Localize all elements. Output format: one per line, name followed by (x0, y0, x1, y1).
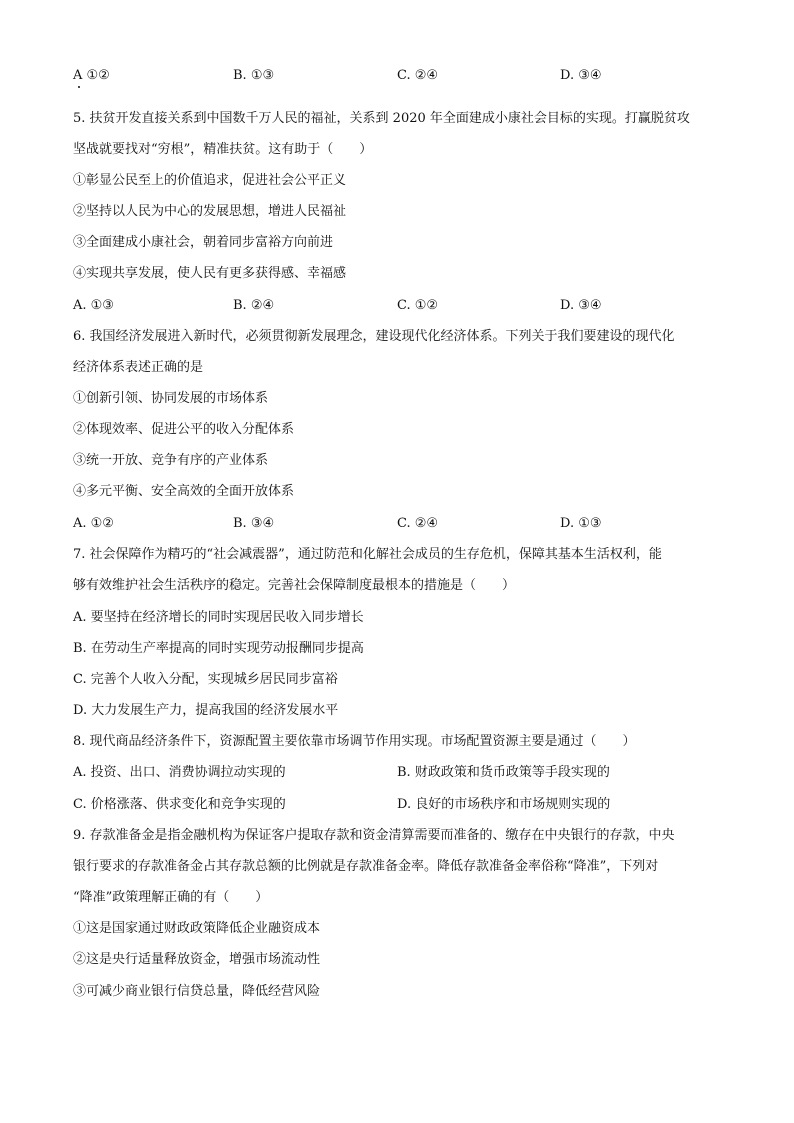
q9-statement-1: ①这是国家通过财政政策降低企业融资成本 (73, 921, 321, 936)
q4-option-c: C. ②④ (397, 68, 439, 83)
q5-stem-line-1: 5. 扶贫开发直接关系到中国数千万人民的福祉，关系到 2020 年全面建成小康社会目标的实现。打赢脱贫攻 (73, 111, 690, 126)
q6-option-a: A. ①② (73, 516, 114, 531)
q7-stem-line-2: 够有效维护社会生活秩序的稳定。完善社会保障制度最根本的措施是（ ） (73, 578, 516, 593)
q6-option-b: B. ③④ (233, 516, 275, 531)
q5-option-d: D. ③④ (560, 298, 602, 313)
q6-option-d: D. ①③ (560, 516, 602, 531)
q8-option-d: D. 良好的市场秩序和市场规则实现的 (397, 797, 611, 812)
stray-dot (78, 86, 80, 88)
q5-statement-3: ③全面建成小康社会，朝着同步富裕方向前进 (73, 235, 334, 250)
q6-statement-3: ③统一开放、竞争有序的产业体系 (73, 453, 269, 468)
q5-option-c: C. ①② (397, 298, 439, 313)
q8-option-a: A. 投资、出口、消费协调拉动实现的 (73, 765, 286, 780)
q6-statement-2: ②体现效率、促进公平的收入分配体系 (73, 422, 295, 437)
q9-stem-line-2: 银行要求的存款准备金占其存款总额的比例就是存款准备金率。降低存款准备金率俗称“降准”，下列对 (73, 859, 659, 874)
q7-option-b: B. 在劳动生产率提高的同时实现劳动报酬同步提高 (73, 641, 364, 656)
q9-stem-line-3: “降准”政策理解正确的有（ ） (73, 890, 269, 905)
q5-stem-line-2: 坚战就要找对“穷根”，精准扶贫。这有助于（ ） (73, 142, 373, 157)
q5-statement-2: ②坚持以人民为中心的发展思想，增进人民福祉 (73, 204, 347, 219)
q6-option-c: C. ②④ (397, 516, 439, 531)
q4-option-b: B. ①③ (233, 68, 275, 83)
q7-option-c: C. 完善个人收入分配，实现城乡居民同步富裕 (73, 672, 338, 687)
q7-option-a: A. 要坚持在经济增长的同时实现居民收入同步增长 (73, 610, 364, 625)
q5-option-b: B. ②④ (233, 298, 275, 313)
q9-statement-3: ③可减少商业银行信贷总量，降低经营风险 (73, 984, 321, 999)
q9-statement-2: ②这是央行适量释放资金，增强市场流动性 (73, 952, 321, 967)
q8-stem-line-1: 8. 现代商品经济条件下，资源配置主要依靠市场调节作用实现。市场配置资源主要是通过（ ） (73, 734, 636, 749)
q7-option-d: D. 大力发展生产力，提高我国的经济发展水平 (73, 703, 339, 718)
q8-option-c: C. 价格涨落、供求变化和竞争实现的 (73, 797, 286, 812)
q6-statement-4: ④多元平衡、安全高效的全面开放体系 (73, 484, 295, 499)
q6-stem-line-1: 6. 我国经济发展进入新时代，必须贯彻新发展理念，建设现代化经济体系。下列关于我们要建设的现代化 (73, 329, 675, 344)
q8-option-b: B. 财政政策和货币政策等手段实现的 (397, 765, 610, 780)
q9-stem-line-1: 9. 存款准备金是指金融机构为保证客户提取存款和资金清算需要而准备的、缴存在中央银行的存款，中央 (73, 828, 675, 843)
q6-stem-line-2: 经济体系表述正确的是 (73, 360, 204, 375)
q7-stem-line-1: 7. 社会保障作为精巧的“社会减震器”，通过防范和化解社会成员的生存危机，保障其基本生活权利，能 (73, 547, 662, 562)
q4-option-d: D. ③④ (560, 68, 602, 83)
q5-statement-4: ④实现共享发展，使人民有更多获得感、幸福感 (73, 266, 347, 281)
q4-option-a: A ①② (73, 68, 110, 83)
q5-statement-1: ①彰显公民至上的价值追求，促进社会公平正义 (73, 173, 347, 188)
q5-option-a: A. ①③ (73, 298, 114, 313)
q6-statement-1: ①创新引领、协同发展的市场体系 (73, 391, 269, 406)
